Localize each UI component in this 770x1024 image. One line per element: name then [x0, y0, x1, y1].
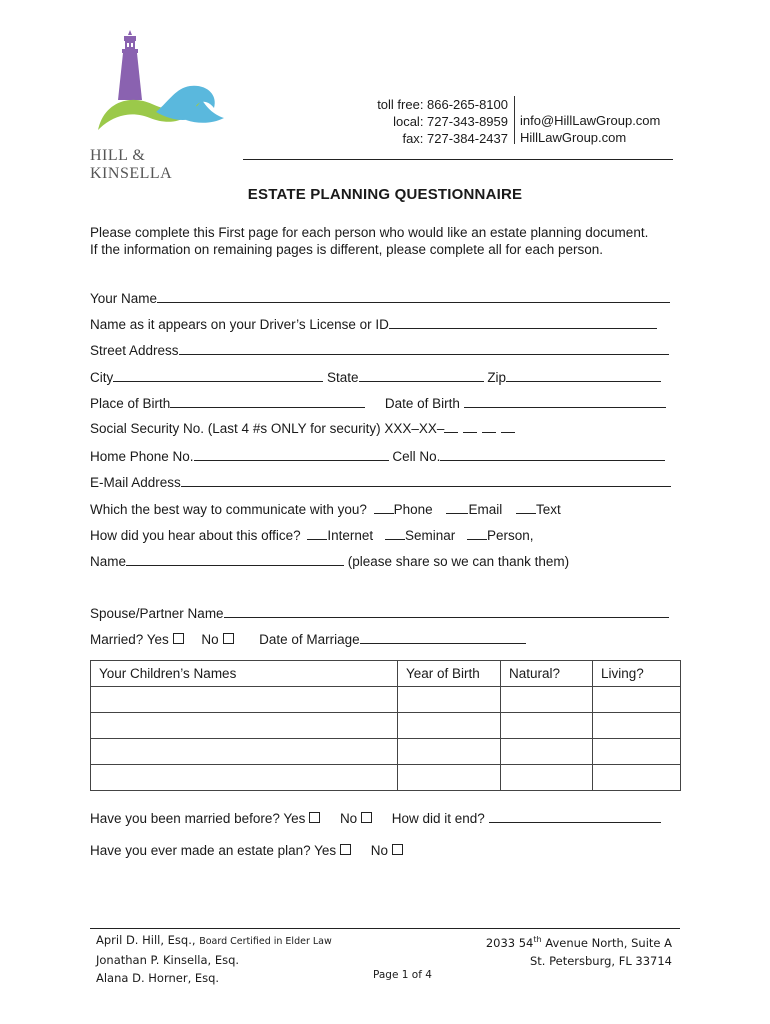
place-of-birth-label: Place of Birth [90, 396, 171, 411]
cell-field[interactable] [440, 446, 665, 461]
spouse-row [90, 603, 669, 621]
child-year-cell[interactable] [398, 687, 501, 713]
table-row [91, 765, 681, 791]
married-before-label: Have you been married before? Yes [90, 811, 306, 826]
phone-option-field[interactable] [374, 499, 394, 514]
ssn-digit-1[interactable] [444, 420, 458, 433]
attorney-1-note: Board Certified in Elder Law [199, 936, 332, 947]
child-name-cell[interactable] [91, 713, 398, 739]
email-field[interactable] [181, 472, 671, 487]
email-option-field[interactable] [446, 499, 468, 514]
email-option-label: Email [468, 502, 503, 517]
ssn-row [90, 420, 520, 436]
email-label: E-Mail Address [90, 475, 181, 490]
firm-logo [90, 30, 230, 182]
how-end-field[interactable] [489, 808, 661, 823]
website-link[interactable]: HillLawGroup.com [520, 130, 627, 145]
married-before-yes-checkbox[interactable] [309, 812, 320, 823]
estate-plan-no-label: No [370, 843, 388, 858]
married-before-no-label: No [339, 811, 358, 826]
city-row [90, 367, 661, 385]
internet-option-field[interactable] [307, 525, 327, 540]
married-label: Married? Yes [90, 632, 169, 647]
page-number: Page 1 of 4 [373, 969, 432, 981]
communicate-label: Which the best way to communicate with you? [90, 502, 367, 517]
estate-plan-row [90, 843, 403, 858]
child-natural-cell[interactable] [501, 739, 593, 765]
street-row [90, 340, 669, 358]
contact-web [520, 112, 660, 146]
child-name-cell[interactable] [91, 739, 398, 765]
address-suffix: th [533, 935, 542, 944]
estate-plan-yes-checkbox[interactable] [340, 844, 351, 855]
hear-row [90, 525, 534, 543]
city-label: City [90, 370, 114, 385]
lighthouse-logo-icon [90, 30, 230, 138]
estate-plan-label: Have you ever made an estate plan? Yes [90, 843, 337, 858]
address-number: 2033 54 [485, 935, 534, 950]
toll-free: toll free: 866-265-8100 [377, 97, 508, 112]
table-header-row [91, 661, 681, 687]
zip-field[interactable] [506, 367, 661, 382]
intro-line-1: Please complete this First page for each person who would like an estate planning document. [90, 225, 649, 240]
license-name-row [90, 314, 657, 332]
ssn-digit-2[interactable] [463, 420, 477, 433]
referrer-row [90, 551, 569, 569]
child-name-cell[interactable] [91, 765, 398, 791]
fax: fax: 727-384-2437 [402, 131, 508, 146]
your-name-field[interactable] [157, 288, 670, 303]
phone-option-label: Phone [393, 502, 433, 517]
zip-label: Zip [487, 370, 507, 385]
place-of-birth-field[interactable] [170, 393, 365, 408]
married-before-row [90, 808, 661, 826]
ssn-digit-3[interactable] [482, 420, 496, 433]
child-living-cell[interactable] [593, 739, 681, 765]
married-no-label: No [201, 632, 219, 647]
date-of-birth-field[interactable] [464, 393, 666, 408]
home-phone-field[interactable] [194, 446, 389, 461]
phone-row [90, 446, 665, 464]
child-name-cell[interactable] [91, 687, 398, 713]
estate-plan-no-checkbox[interactable] [392, 844, 403, 855]
child-year-cell[interactable] [398, 739, 501, 765]
child-living-cell[interactable] [593, 713, 681, 739]
seminar-option-field[interactable] [385, 525, 405, 540]
intro-line-2: If the information on remaining pages is different, please complete all for each person. [90, 242, 604, 257]
table-row [91, 687, 681, 713]
state-field[interactable] [359, 367, 484, 382]
seminar-option-label: Seminar [404, 528, 456, 543]
state-label: State [327, 370, 359, 385]
footer-attorneys [96, 931, 332, 987]
attorney-1: April D. Hill, Esq., [96, 933, 196, 947]
email-link[interactable]: info@HillLawGroup.com [520, 113, 661, 128]
table-row [91, 713, 681, 739]
email-row [90, 472, 671, 490]
header-rule [243, 159, 673, 160]
text-option-field[interactable] [516, 499, 536, 514]
children-table [90, 660, 681, 791]
your-name-row [90, 288, 670, 306]
how-end-label: How did it end? [391, 811, 485, 826]
address-street: Avenue North, Suite A [541, 935, 672, 950]
firm-logo-text: HILL & KINSELLA [90, 147, 173, 182]
referrer-name-field[interactable] [126, 551, 344, 566]
internet-option-label: Internet [327, 528, 374, 543]
header-living: Living? [593, 661, 681, 687]
attorney-3: Alana D. Horner, Esq. [96, 971, 220, 985]
license-name-field[interactable] [389, 314, 657, 329]
header-natural: Natural? [501, 661, 593, 687]
contact-phones [340, 96, 508, 147]
married-no-checkbox[interactable] [223, 633, 234, 644]
person-option-field[interactable] [467, 525, 487, 540]
spouse-field[interactable] [224, 603, 669, 618]
street-field[interactable] [179, 340, 669, 355]
date-of-marriage-label: Date of Marriage [259, 632, 360, 647]
person-option-label: Person, [487, 528, 534, 543]
date-of-marriage-field[interactable] [360, 629, 526, 644]
footer-rule [90, 928, 680, 929]
home-phone-label: Home Phone No. [90, 449, 194, 464]
text-option-label: Text [536, 502, 561, 517]
married-row [90, 629, 526, 647]
child-living-cell[interactable] [593, 765, 681, 791]
child-natural-cell[interactable] [501, 687, 593, 713]
intro-text [90, 224, 648, 258]
child-natural-cell[interactable] [501, 765, 593, 791]
child-year-cell[interactable] [398, 713, 501, 739]
child-living-cell[interactable] [593, 687, 681, 713]
married-yes-checkbox[interactable] [173, 633, 184, 644]
ssn-label: Social Security No. (Last 4 #s ONLY for security) XXX–XX– [90, 421, 445, 436]
hear-label: How did you hear about this office? [90, 528, 301, 543]
referrer-name-label: Name [90, 554, 127, 569]
attorney-2: Jonathan P. Kinsella, Esq. [96, 953, 240, 967]
footer-address [440, 931, 672, 970]
married-before-no-checkbox[interactable] [361, 812, 372, 823]
header-children-names: Your Children’s Names [91, 661, 398, 687]
address-city: St. Petersburg, FL 33714 [529, 953, 672, 968]
date-of-birth-label: Date of Birth [384, 396, 460, 411]
license-name-label: Name as it appears on your Driver’s License or ID [90, 317, 389, 332]
your-name-label: Your Name [90, 291, 158, 306]
street-label: Street Address [90, 343, 179, 358]
contact-divider [514, 96, 515, 144]
page-title: ESTATE PLANNING QUESTIONNAIRE [247, 186, 523, 203]
ssn-digit-4[interactable] [501, 420, 515, 433]
communicate-row [90, 499, 561, 517]
spouse-label: Spouse/Partner Name [90, 606, 224, 621]
referrer-note: (please share so we can thank them) [347, 554, 570, 569]
table-row [91, 739, 681, 765]
cell-label: Cell No. [392, 449, 441, 464]
child-year-cell[interactable] [398, 765, 501, 791]
birth-row [90, 393, 666, 411]
header-year-of-birth: Year of Birth [398, 661, 501, 687]
city-field[interactable] [113, 367, 323, 382]
local-phone: local: 727-343-8959 [393, 114, 508, 129]
child-natural-cell[interactable] [501, 713, 593, 739]
